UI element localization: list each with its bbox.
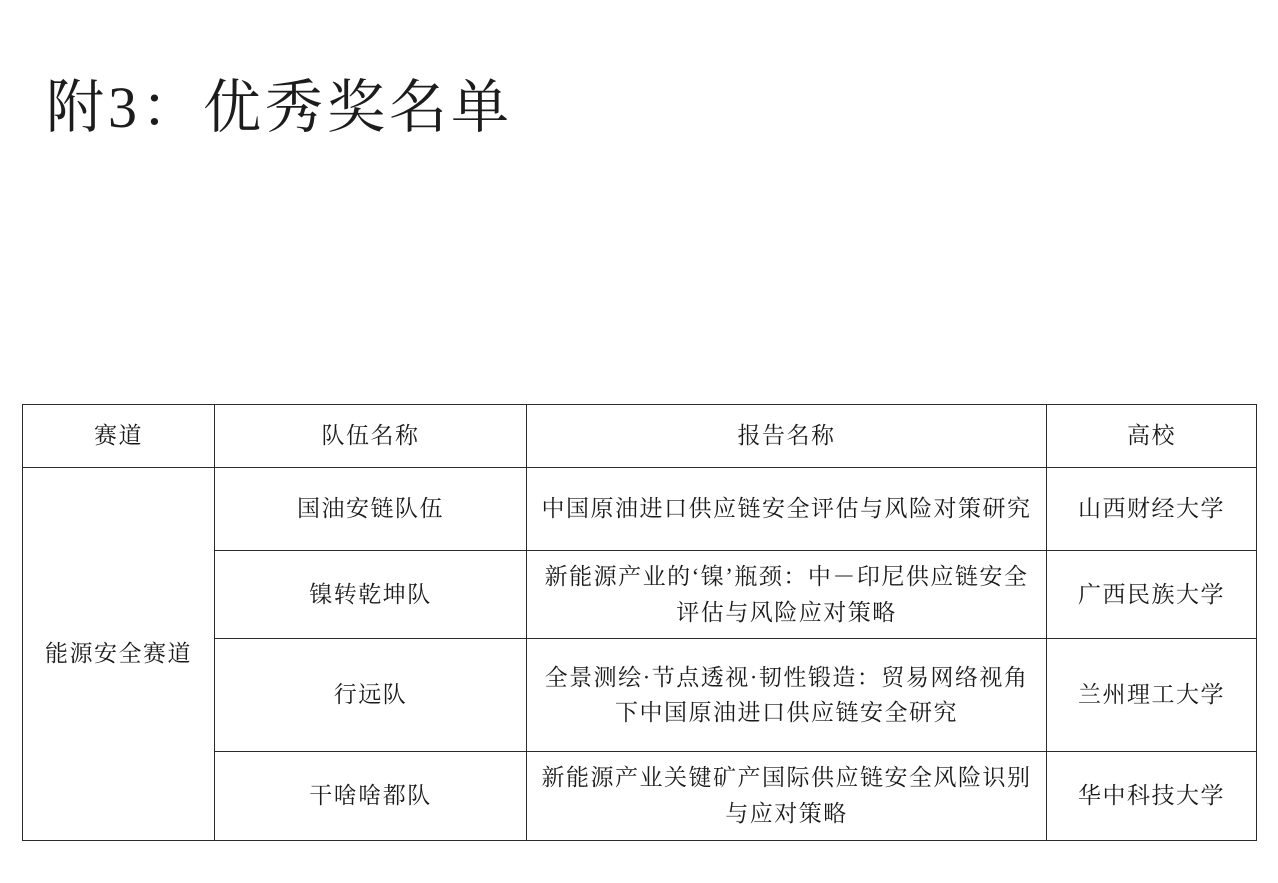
report-name-cell: 新能源产业的‘镍’瓶颈：中－印尼供应链安全评估与风险应对策略	[527, 551, 1047, 639]
team-name-cell: 行远队	[215, 639, 527, 752]
column-header-school: 高校	[1047, 405, 1257, 468]
track-cell: 能源安全赛道	[23, 468, 215, 841]
column-header-team: 队伍名称	[215, 405, 527, 468]
page-title: 附3：优秀奖名单	[46, 75, 514, 140]
team-name-cell: 干啥啥都队	[215, 752, 527, 840]
team-name-cell: 镍转乾坤队	[215, 551, 527, 639]
school-cell: 山西财经大学	[1047, 468, 1257, 551]
school-cell: 兰州理工大学	[1047, 639, 1257, 752]
report-name-cell: 全景测绘·节点透视·韧性锻造：贸易网络视角下中国原油进口供应链安全研究	[527, 639, 1047, 752]
report-name-cell: 新能源产业关键矿产国际供应链安全风险识别与应对策略	[527, 752, 1047, 840]
column-header-track: 赛道	[23, 405, 215, 468]
school-cell: 广西民族大学	[1047, 551, 1257, 639]
team-name-cell: 国油安链队伍	[215, 468, 527, 551]
report-name-cell: 中国原油进口供应链安全评估与风险对策研究	[527, 468, 1047, 551]
column-header-report: 报告名称	[527, 405, 1047, 468]
award-list-table	[22, 404, 1257, 841]
school-cell: 华中科技大学	[1047, 752, 1257, 840]
table-header-row	[23, 405, 1257, 468]
table-row	[23, 468, 1257, 551]
